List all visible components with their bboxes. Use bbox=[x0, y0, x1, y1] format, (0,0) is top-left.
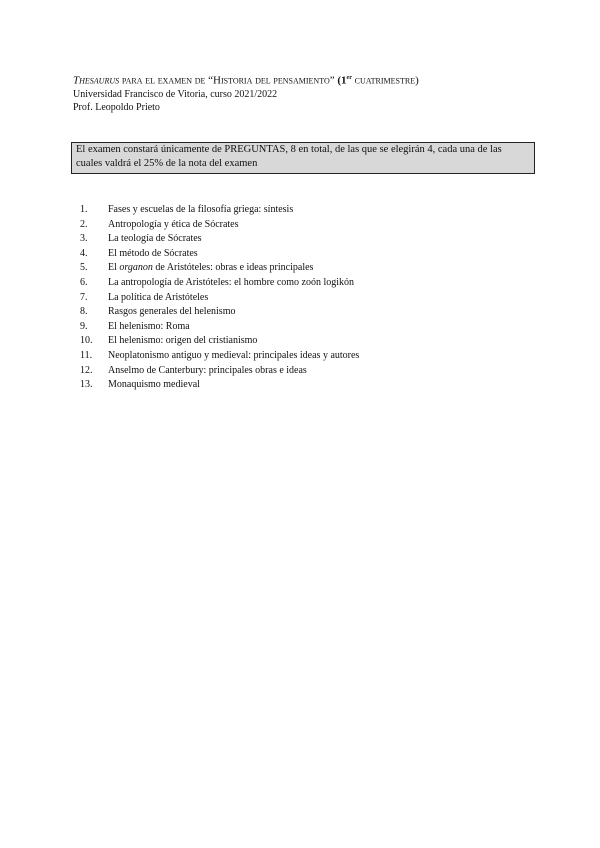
topic-text: La política de Aristóteles bbox=[108, 291, 209, 303]
topic-item bbox=[80, 203, 520, 218]
topic-text: La teología de Sócrates bbox=[108, 233, 202, 245]
topic-text-post: de Aristóteles: obras e ideas principales bbox=[152, 262, 314, 274]
exam-notice-box: El examen constará únicamente de PREGUNTAS, 8 en total, de las que se elegirán 4, cada una de las cuales valdrá el 25% de la nota del examen bbox=[71, 142, 535, 174]
topic-number: 13. bbox=[80, 379, 93, 391]
topic-list bbox=[80, 203, 520, 393]
title-term: cuatrimestre) bbox=[351, 74, 419, 87]
topic-text bbox=[108, 261, 313, 276]
topic-number: 3. bbox=[80, 233, 88, 245]
topic-number: 2. bbox=[80, 218, 88, 230]
topic-item bbox=[80, 261, 520, 276]
topic-number: 1. bbox=[80, 204, 88, 215]
topic-number: 5. bbox=[80, 262, 88, 274]
topic-text: El método de Sócrates bbox=[108, 247, 198, 259]
title-paren-open: (1 bbox=[334, 74, 347, 87]
topic-number: 7. bbox=[80, 291, 88, 303]
topic-text: Antropología y ética de Sócrates bbox=[108, 218, 239, 230]
topic-text: Monaquismo medieval bbox=[108, 379, 200, 391]
topic-text: Anselmo de Canterbury: principales obras e ideas bbox=[108, 364, 307, 376]
topic-item bbox=[80, 305, 520, 320]
title-course-name: “Historia del pensamiento” bbox=[208, 74, 335, 87]
topic-item bbox=[80, 291, 520, 306]
topic-text: El helenismo: origen del cristianismo bbox=[108, 335, 258, 347]
topic-number: 12. bbox=[80, 364, 93, 376]
topic-item bbox=[80, 232, 520, 247]
topic-text: La antropología de Aristóteles: el hombre como zoón logikón bbox=[108, 276, 355, 288]
topic-number: 9. bbox=[80, 320, 88, 332]
topic-text: El helenismo: Roma bbox=[108, 320, 190, 332]
topic-item bbox=[80, 320, 520, 335]
topic-text: Fases y escuelas de la filosofía griega: síntesis bbox=[108, 204, 294, 215]
topic-number: 10. bbox=[80, 335, 93, 347]
document-title bbox=[73, 72, 543, 88]
document-header bbox=[73, 72, 543, 114]
topic-item bbox=[80, 334, 520, 349]
topic-text: Neoplatonismo antiguo y medieval: principales ideas y autores bbox=[108, 349, 360, 361]
topic-number: 11. bbox=[80, 349, 93, 361]
topic-number: 8. bbox=[80, 306, 88, 318]
title-middle: para el examen de bbox=[119, 74, 209, 87]
university-line: Universidad Francisco de Vitoria, curso 2021/2022 bbox=[73, 88, 278, 100]
topic-item bbox=[80, 378, 520, 393]
topic-item bbox=[80, 247, 520, 262]
topic-number: 4. bbox=[80, 247, 88, 259]
title-superscript: er bbox=[346, 75, 352, 81]
topic-text-emphasis: organon bbox=[119, 262, 153, 274]
topic-item bbox=[80, 349, 520, 364]
topic-text-pre: El bbox=[108, 262, 120, 274]
topic-number: 6. bbox=[80, 276, 88, 288]
topic-text: Rasgos generales del helenismo bbox=[108, 306, 236, 318]
topic-item bbox=[80, 276, 520, 291]
topic-item bbox=[80, 364, 520, 379]
topic-item bbox=[80, 218, 520, 233]
professor-line: Prof. Leopoldo Prieto bbox=[73, 101, 160, 113]
title-thesaurus: Thesaurus bbox=[73, 74, 120, 87]
